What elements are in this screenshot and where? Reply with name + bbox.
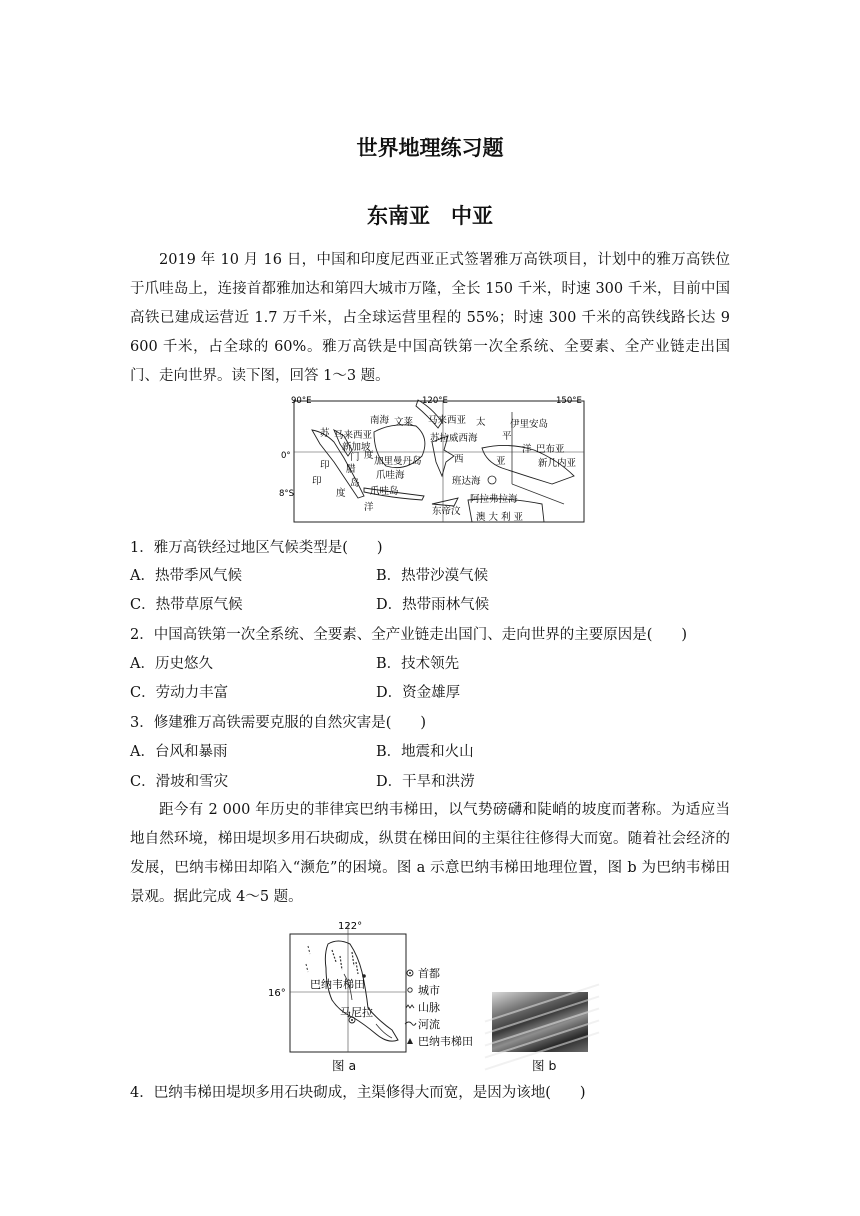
label-dao: 岛 bbox=[350, 478, 360, 489]
map2-lon-label: 122° bbox=[338, 921, 363, 932]
label-du: 度 bbox=[364, 450, 374, 461]
question-2-option-a: A．历史悠久 bbox=[130, 656, 213, 672]
label-malaysia-east: 马来西亚 bbox=[428, 415, 467, 426]
label-singapore: 新加坡 bbox=[342, 442, 371, 453]
label-malaysia-west: 马来西亚 bbox=[334, 430, 373, 441]
legend-capital: 首都 bbox=[418, 967, 440, 980]
label-new-guinea: 新几内亚 bbox=[538, 458, 577, 469]
label-xi: 西 bbox=[454, 454, 464, 465]
legend-city: 城市 bbox=[418, 984, 440, 997]
question-1-option-d: D．热带雨林气候 bbox=[376, 597, 490, 613]
label-yin-1: 印 bbox=[320, 460, 330, 471]
label-papua: 巴布亚 bbox=[536, 444, 565, 455]
banaue-terrace-photo bbox=[492, 992, 588, 1052]
question-2-option-d: D．资金雄厚 bbox=[376, 685, 461, 701]
label-south-china-sea: 南海 bbox=[370, 415, 390, 426]
label-java-island: 爪哇岛 bbox=[370, 486, 399, 497]
question-2-stem: 2．中国高铁第一次全系统、全要素、全产业链走出国门、走向世界的主要原因是( ) bbox=[130, 627, 688, 643]
caption-figure-a: 图 a bbox=[332, 1058, 357, 1073]
question-3-option-a: A．台风和暴雨 bbox=[130, 744, 228, 760]
caption-figure-b: 图 b bbox=[532, 1058, 557, 1073]
label-yang: 洋 bbox=[522, 444, 532, 455]
label-java-sea: 爪哇海 bbox=[376, 470, 405, 481]
lon-label-150e: 150°E bbox=[556, 396, 582, 406]
label-brunei: 文莱 bbox=[394, 417, 414, 428]
question-2-option-b: B．技术领先 bbox=[376, 656, 460, 672]
label-su: 苏 bbox=[320, 428, 330, 439]
label-kalimantan: 加里曼丹岛 bbox=[374, 456, 422, 467]
question-3-stem: 3．修建雅万高铁需要克服的自然灾害是( ) bbox=[130, 715, 427, 731]
lon-label-90e: 90°E bbox=[291, 396, 312, 406]
question-2-option-c: C．劳动力丰富 bbox=[130, 685, 229, 701]
legend-mountain: 山脉 bbox=[418, 1001, 440, 1014]
label-arafura-sea: 阿拉弗拉海 bbox=[470, 494, 518, 505]
label-men: 门 bbox=[350, 452, 360, 463]
section-title: 东南亚 中亚 bbox=[367, 204, 493, 228]
banaue-location-map bbox=[268, 916, 492, 1074]
lat-label-8s: 8°S bbox=[279, 489, 295, 499]
label-yang-2: 洋 bbox=[364, 502, 374, 513]
passage-high-speed-rail: 2019 年 10 月 16 日，中国和印度尼西亚正式签署雅万高铁项目，计划中的雅万高铁位于爪哇岛上，连接首都雅加达和第四大城市万隆，全长 150 千米，时速 300 千米，目前中国高铁已建成运营近 1.7 万千米，占全球运营里程的 55%；时速 300 千米的高铁线路长达 9 600 千米，占全球的 60%。雅万高铁是中国高铁第一次全系统、全要素、全产业链走出国门、走向世界。读下图，回答 1～3 题。 bbox=[130, 252, 730, 384]
label-irian: 伊里安岛 bbox=[510, 419, 549, 430]
question-3-option-b: B．地震和火山 bbox=[376, 744, 474, 760]
label-ping: 平 bbox=[502, 431, 512, 442]
map2-legend bbox=[405, 966, 473, 1048]
label-australia: 澳 大 利 亚 bbox=[476, 512, 524, 523]
label-banda-sea: 班达海 bbox=[452, 476, 481, 487]
label-la: 腊 bbox=[346, 464, 356, 475]
southeast-asia-map bbox=[279, 392, 594, 526]
map2-manila-label: 马尼拉 bbox=[340, 1006, 373, 1019]
map2-lat-label: 16° bbox=[268, 988, 286, 999]
lon-label-120e: 120°E bbox=[422, 396, 448, 406]
passage-banaue-terraces: 距今有 2 000 年历史的菲律宾巴纳韦梯田，以气势磅礴和陡峭的坡度而著称。为适应当地自然环境，梯田堤坝多用石块砌成，纵贯在梯田间的主渠往往修得大而宽。随着社会经济的发展，巴纳韦梯田却陷入“濒危”的困境。图 a 示意巴纳韦梯田地理位置，图 b 为巴纳韦梯田景观。据此完成 4～5 题。 bbox=[130, 802, 730, 905]
label-tai: 太 bbox=[476, 417, 486, 428]
question-1-option-c: C．热带草原气候 bbox=[130, 597, 243, 613]
label-ya: 亚 bbox=[496, 456, 506, 467]
label-du-2: 度 bbox=[336, 488, 346, 499]
question-1-option-b: B．热带沙漠气候 bbox=[376, 568, 489, 584]
question-1-option-a: A．热带季风气候 bbox=[130, 568, 242, 584]
lat-label-0: 0° bbox=[281, 451, 291, 461]
question-3-option-d: D．干旱和洪涝 bbox=[376, 774, 475, 790]
question-3-option-c: C．滑坡和雪灾 bbox=[130, 774, 229, 790]
question-4-stem: 4．巴纳韦梯田堤坝多用石块砌成，主渠修得大而宽，是因为该地( ) bbox=[130, 1085, 586, 1101]
page-title: 世界地理练习题 bbox=[356, 136, 504, 160]
question-1-stem: 1．雅万高铁经过地区气候类型是( ) bbox=[130, 540, 383, 556]
legend-banaue: 巴纳韦梯田 bbox=[418, 1035, 473, 1048]
map2-banaue-label: 巴纳韦梯田 bbox=[310, 978, 365, 991]
legend-river: 河流 bbox=[418, 1018, 440, 1031]
label-east-timor: 东帝汶 bbox=[432, 506, 461, 517]
label-celebes-sea: 苏拉威西海 bbox=[430, 433, 478, 444]
label-yin-2: 印 bbox=[312, 476, 322, 487]
